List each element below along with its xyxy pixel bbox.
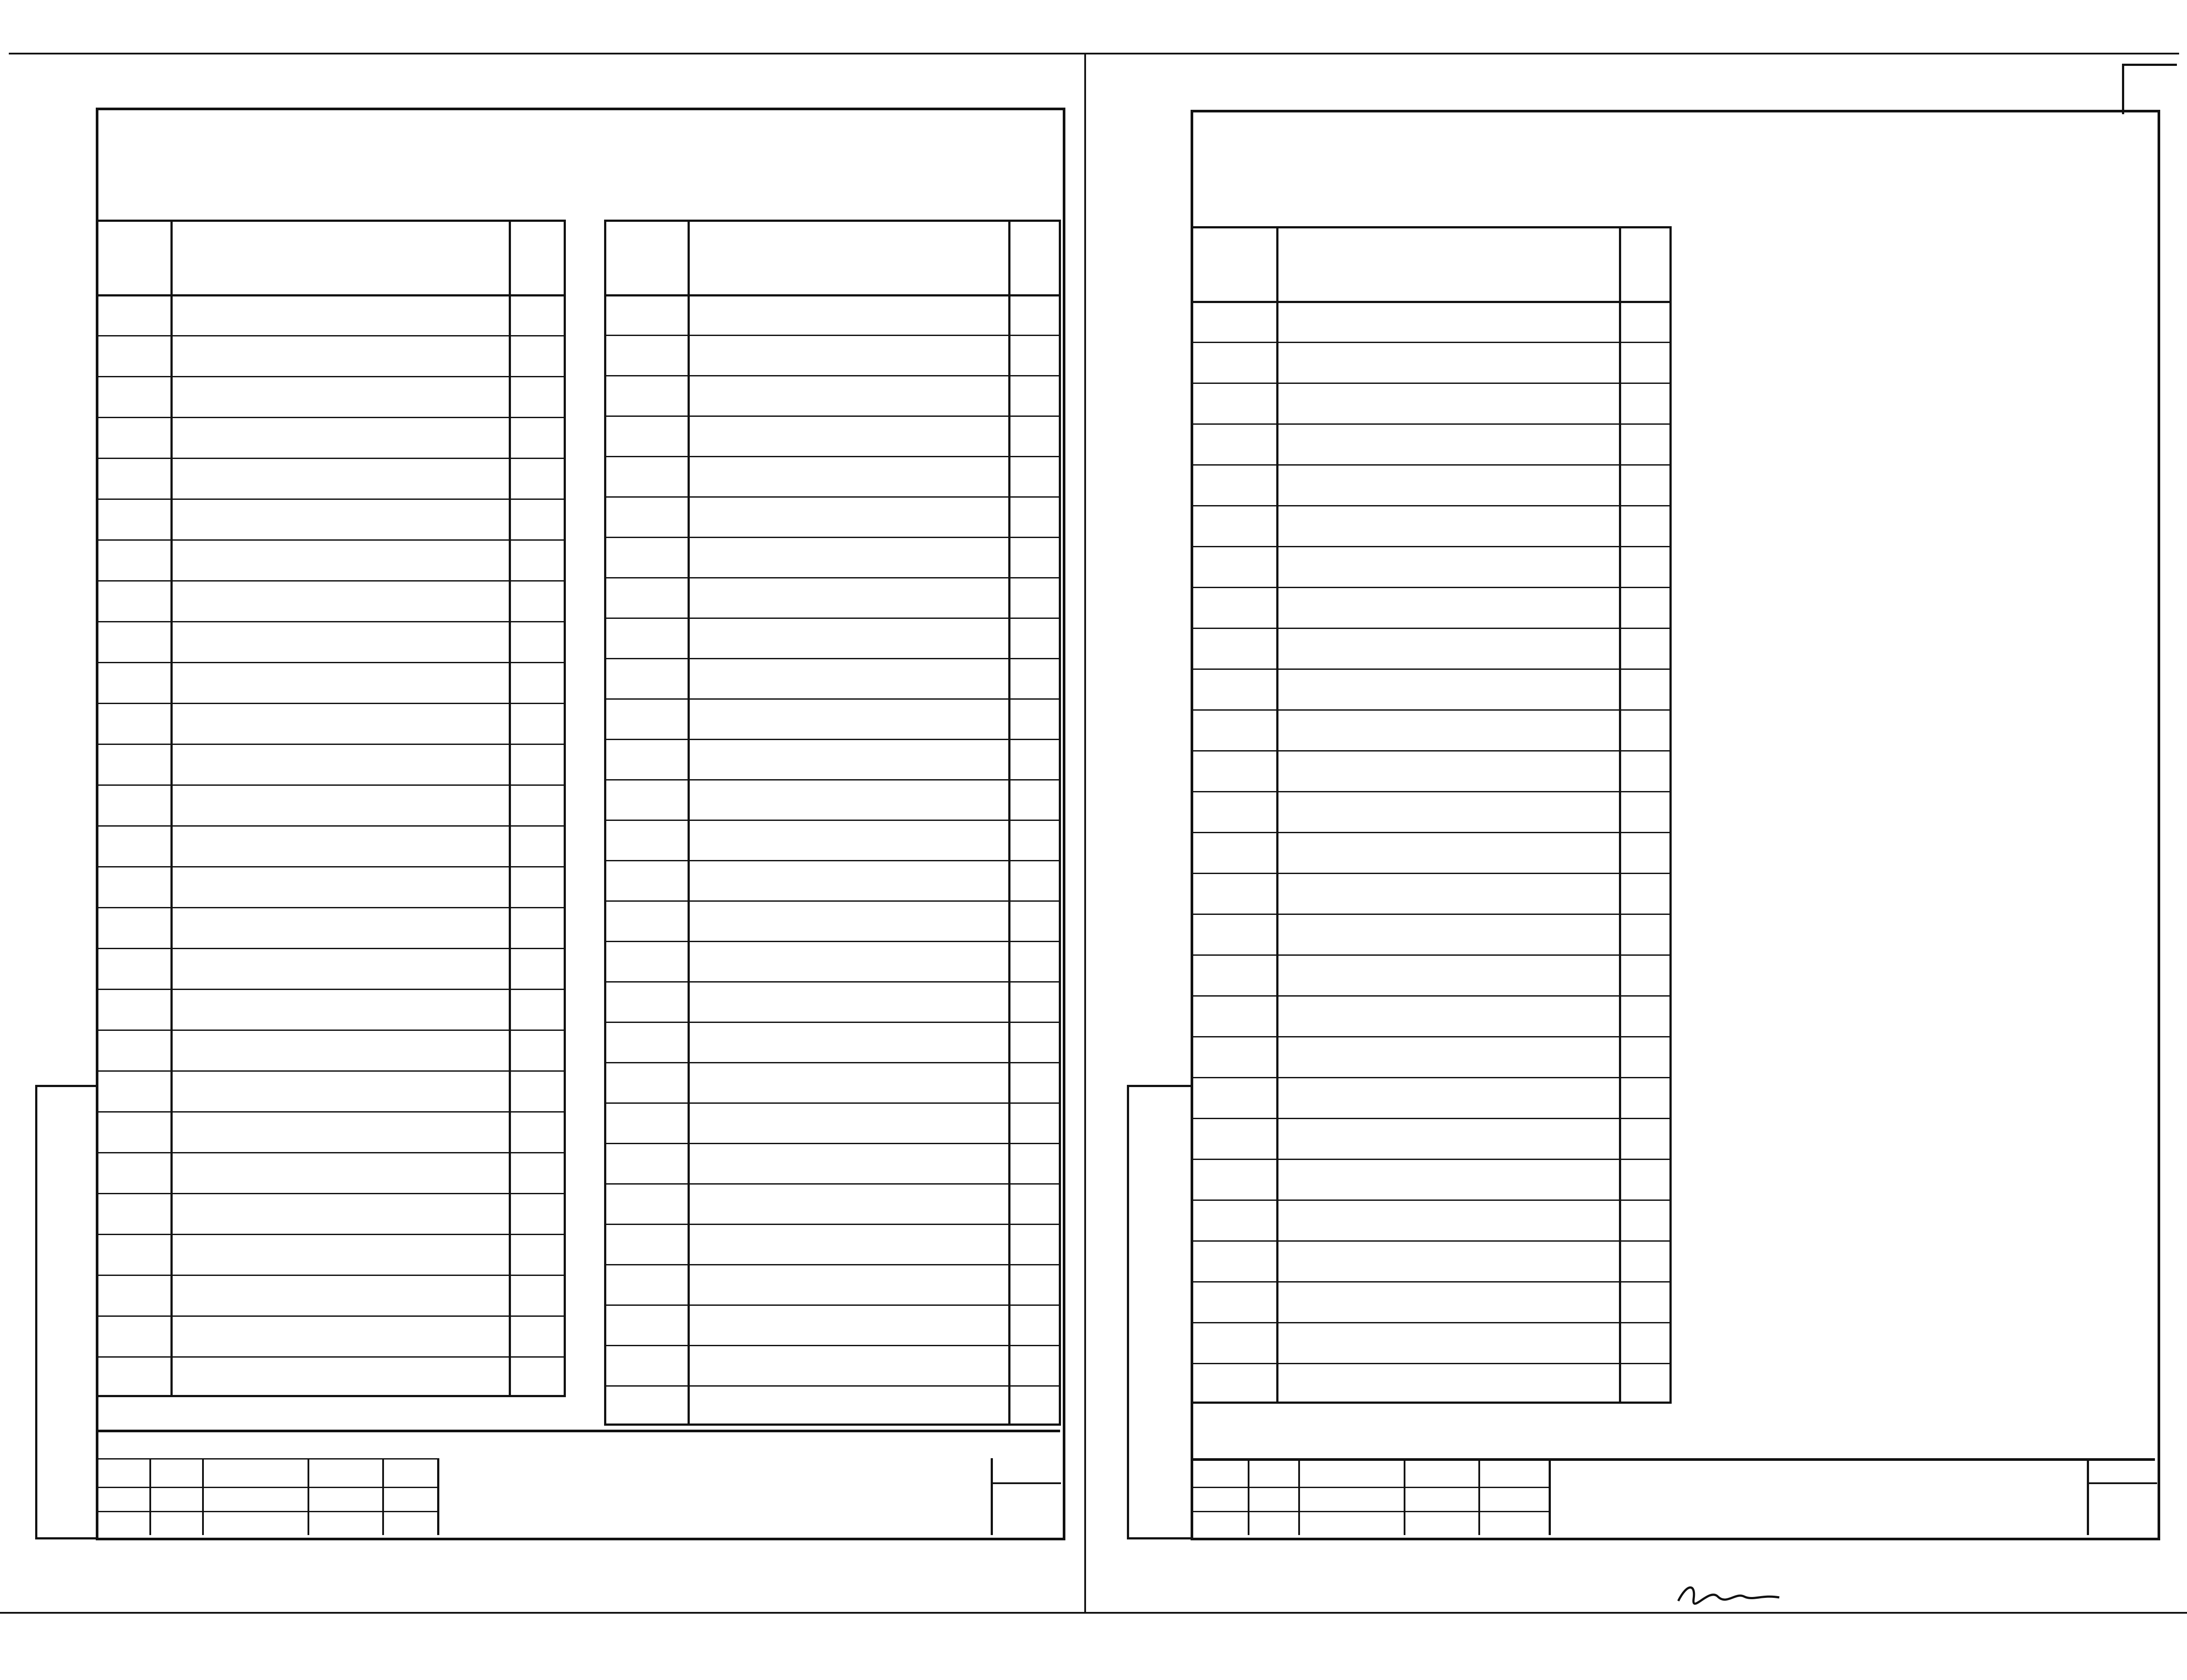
- table-row: [96, 989, 566, 1030]
- table-row: [96, 376, 566, 417]
- table-row: [96, 335, 566, 376]
- tb-vrule: [1404, 1458, 1405, 1535]
- tb-vrule: [149, 1458, 151, 1535]
- table-row: [96, 1234, 566, 1275]
- tb-vrule: [202, 1458, 204, 1535]
- table-row: [604, 415, 1061, 456]
- tb-vrule: [2087, 1458, 2089, 1535]
- right-stamp-box: [1127, 1085, 1193, 1539]
- tb-vrule: [1248, 1458, 1249, 1535]
- table-row: [96, 1193, 566, 1234]
- table-row: [604, 739, 1061, 779]
- table-row: [1191, 995, 1672, 1036]
- table-row: [604, 496, 1061, 537]
- table-row: [604, 1385, 1061, 1426]
- table-row: [96, 499, 566, 539]
- table-row: [1191, 914, 1672, 954]
- tb-vrule: [437, 1458, 439, 1535]
- left-title-block: [96, 1430, 1060, 1538]
- table-row: [96, 1356, 566, 1397]
- table-row: [1191, 1322, 1672, 1363]
- sheet-divider: [1084, 54, 1086, 1614]
- table-row: [96, 662, 566, 703]
- tb-rule: [96, 1511, 438, 1512]
- table-row: [1191, 342, 1672, 383]
- tb-vrule: [1478, 1458, 1480, 1535]
- table-row: [1191, 791, 1672, 832]
- table-row: [604, 1345, 1061, 1385]
- table-row: [1191, 464, 1672, 505]
- table-row: [604, 335, 1061, 375]
- tb-rule: [1191, 1511, 1551, 1512]
- table-row: [604, 294, 1061, 335]
- tb-vrule: [1298, 1458, 1300, 1535]
- left-stamp-box: [35, 1085, 98, 1539]
- tb-vrule: [382, 1458, 384, 1535]
- table-row: [1191, 1118, 1672, 1159]
- table-row: [96, 539, 566, 580]
- table-row: [1191, 873, 1672, 914]
- table-row: [96, 1070, 566, 1111]
- table-row: [96, 948, 566, 989]
- table-row: [1191, 832, 1672, 873]
- table-row: [604, 698, 1061, 739]
- top-rule: [9, 53, 2179, 54]
- table-row: [604, 1304, 1061, 1345]
- table-row: [1191, 668, 1672, 709]
- table-row: [96, 907, 566, 948]
- table-row: [96, 1275, 566, 1315]
- table-row: [604, 941, 1061, 981]
- bottom-rule: [0, 1612, 2187, 1614]
- table-row: [96, 866, 566, 907]
- right-title-block: [1191, 1458, 2155, 1538]
- table-row: [1191, 423, 1672, 464]
- tb-vrule: [1549, 1458, 1551, 1535]
- table-row: [96, 1152, 566, 1193]
- table-row: [604, 981, 1061, 1022]
- table-row: [96, 825, 566, 866]
- table-row: [1191, 628, 1672, 668]
- table-row: [96, 703, 566, 744]
- table-row: [604, 618, 1061, 658]
- tb-rule: [991, 1482, 1061, 1484]
- table-row: [604, 537, 1061, 577]
- table-row: [1191, 1240, 1672, 1281]
- table-row: [604, 1264, 1061, 1304]
- table-row: [1191, 546, 1672, 587]
- table-row: [604, 779, 1061, 820]
- page-number-box: [2122, 64, 2177, 114]
- table-row: [1191, 1077, 1672, 1118]
- table-row: [604, 1143, 1061, 1183]
- table-row: [1191, 1363, 1672, 1404]
- table-row: [96, 580, 566, 621]
- table-row: [96, 1030, 566, 1070]
- copier-signature: [1674, 1579, 1788, 1611]
- table-row: [1191, 1199, 1672, 1240]
- table-row: [1191, 587, 1672, 628]
- table-row: [1191, 750, 1672, 791]
- table-row: [96, 621, 566, 662]
- tb-rule: [2087, 1482, 2157, 1484]
- table-row: [96, 784, 566, 825]
- table-row: [1191, 383, 1672, 423]
- tb-vrule: [308, 1458, 309, 1535]
- table-row: [96, 294, 566, 335]
- table-row: [1191, 1159, 1672, 1199]
- table-row: [604, 1062, 1061, 1102]
- table-row: [604, 375, 1061, 415]
- table-row: [604, 860, 1061, 900]
- table-row: [1191, 1036, 1672, 1077]
- table-row: [604, 1102, 1061, 1143]
- tb-rule: [96, 1487, 438, 1488]
- tb-rule: [1191, 1487, 1551, 1488]
- table-row: [604, 456, 1061, 496]
- table-row: [604, 900, 1061, 941]
- table-row: [604, 577, 1061, 618]
- table-row: [96, 458, 566, 499]
- table-row: [1191, 709, 1672, 750]
- table-row: [96, 1111, 566, 1152]
- table-row: [604, 658, 1061, 698]
- tb-rule: [96, 1458, 438, 1460]
- table-row: [1191, 301, 1672, 342]
- table-row: [96, 744, 566, 784]
- table-row: [604, 820, 1061, 860]
- table-row: [604, 1183, 1061, 1224]
- table-row: [604, 1022, 1061, 1062]
- table-row: [1191, 954, 1672, 995]
- table-row: [604, 1224, 1061, 1264]
- table-row: [1191, 505, 1672, 546]
- table-row: [96, 1315, 566, 1356]
- table-row: [1191, 1281, 1672, 1322]
- tb-vrule: [991, 1458, 993, 1535]
- table-row: [96, 417, 566, 458]
